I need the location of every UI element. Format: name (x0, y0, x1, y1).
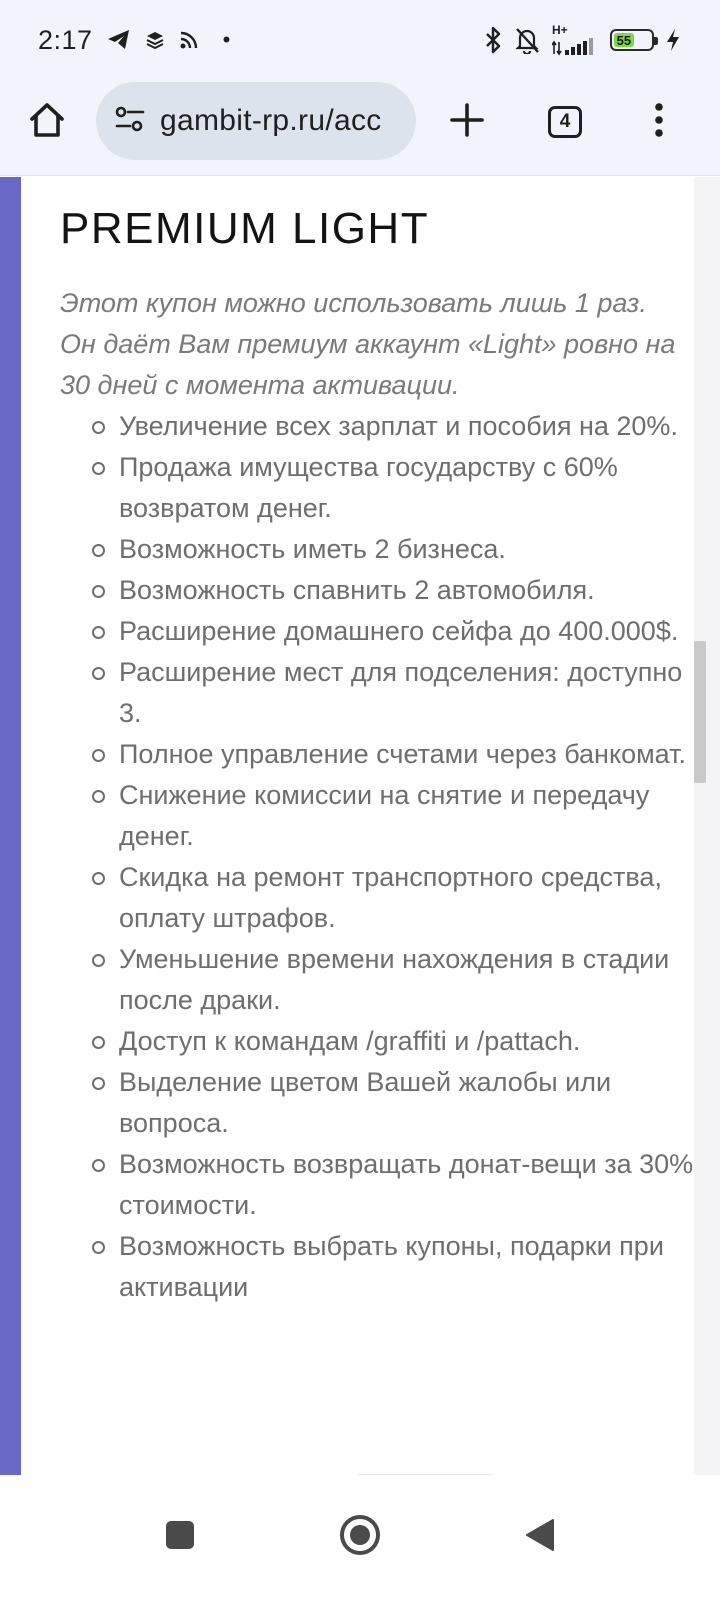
list-item: Уменьшение времени нахождения в стадии после драки. (92, 939, 694, 1021)
battery-tip (654, 37, 658, 45)
intro-line: Он даёт Вам премиум аккаунт «Light» ровно на (60, 329, 676, 359)
charging-icon (666, 28, 680, 52)
list-item: Возможность выбрать купоны, подарки при активации (92, 1226, 694, 1308)
back-button[interactable] (510, 1508, 570, 1568)
status-bar (0, 0, 720, 80)
home-icon (27, 100, 67, 145)
list-item: Полное управление счетами через банкомат. (92, 734, 694, 775)
scroll-track (694, 177, 720, 1475)
status-left (38, 25, 230, 56)
address-bar[interactable] (96, 82, 416, 160)
recents-icon (165, 1520, 195, 1555)
url-text: gambit-rp.ru/acc (160, 104, 382, 137)
home-button[interactable] (19, 94, 75, 150)
list-item: Возможность иметь 2 бизнеса. (92, 529, 694, 570)
home-nav-button[interactable] (330, 1508, 390, 1568)
accent-bar (0, 177, 21, 1475)
home-circle-icon (339, 1514, 381, 1561)
list-item: Увеличение всех зарплат и пособия на 20%. (92, 406, 694, 447)
dot-icon: • (222, 27, 231, 52)
page-content[interactable] (0, 177, 720, 1475)
telegram-icon (107, 29, 131, 51)
tabs-button[interactable] (537, 94, 593, 150)
bluetooth-icon (484, 26, 502, 54)
network-label: H+ (552, 23, 568, 37)
status-right (484, 24, 680, 56)
new-tab-button[interactable] (439, 94, 495, 150)
back-icon (525, 1518, 555, 1557)
feature-list (60, 406, 694, 1308)
list-item: Выделение цветом Вашей жалобы или вопроса. (92, 1062, 694, 1144)
site-settings-icon[interactable] (114, 105, 146, 138)
list-item: Скидка на ремонт транспортного средства, оплату штрафов. (92, 857, 694, 939)
list-item: Продажа имущества государству с 60% возвратом денег. (92, 447, 694, 529)
list-item: Снижение комиссии на снятие и передачу денег. (92, 775, 694, 857)
battery-icon (610, 29, 654, 51)
list-item: Возможность спавнить 2 автомобиля. (92, 570, 694, 611)
browser-toolbar (0, 80, 720, 176)
more-icon (653, 102, 665, 143)
list-item: Расширение домашнего сейфа до 400.000$. (92, 611, 694, 652)
system-nav-bar (0, 1475, 720, 1600)
page-title: PREMIUM LIGHT (60, 204, 430, 253)
list-item: Расширение мест для подселения: доступно 3. (92, 652, 694, 734)
signal-icon (552, 24, 598, 56)
battery-level: 55 (614, 33, 634, 47)
new-tab-icon (449, 102, 485, 143)
status-time: 2:17 (38, 24, 93, 55)
list-item: Возможность возвращать донат-вещи за 30% стоимости. (92, 1144, 694, 1226)
coupon-article (60, 199, 694, 1308)
cast-icon (179, 30, 199, 50)
scrollbar-thumb[interactable] (694, 641, 706, 783)
recents-button[interactable] (150, 1508, 210, 1568)
more-menu-button[interactable] (631, 94, 687, 150)
intro-line: Этот купон можно использовать лишь 1 раз. (60, 288, 647, 318)
bell-off-icon (514, 26, 540, 54)
tabs-icon: 4 (548, 106, 582, 138)
intro-line: 30 дней с момента активации. (60, 370, 460, 400)
coupon-description (60, 283, 694, 406)
list-item: Доступ к командам /graffiti и /pattach. (92, 1021, 694, 1062)
layers-icon (145, 30, 165, 50)
